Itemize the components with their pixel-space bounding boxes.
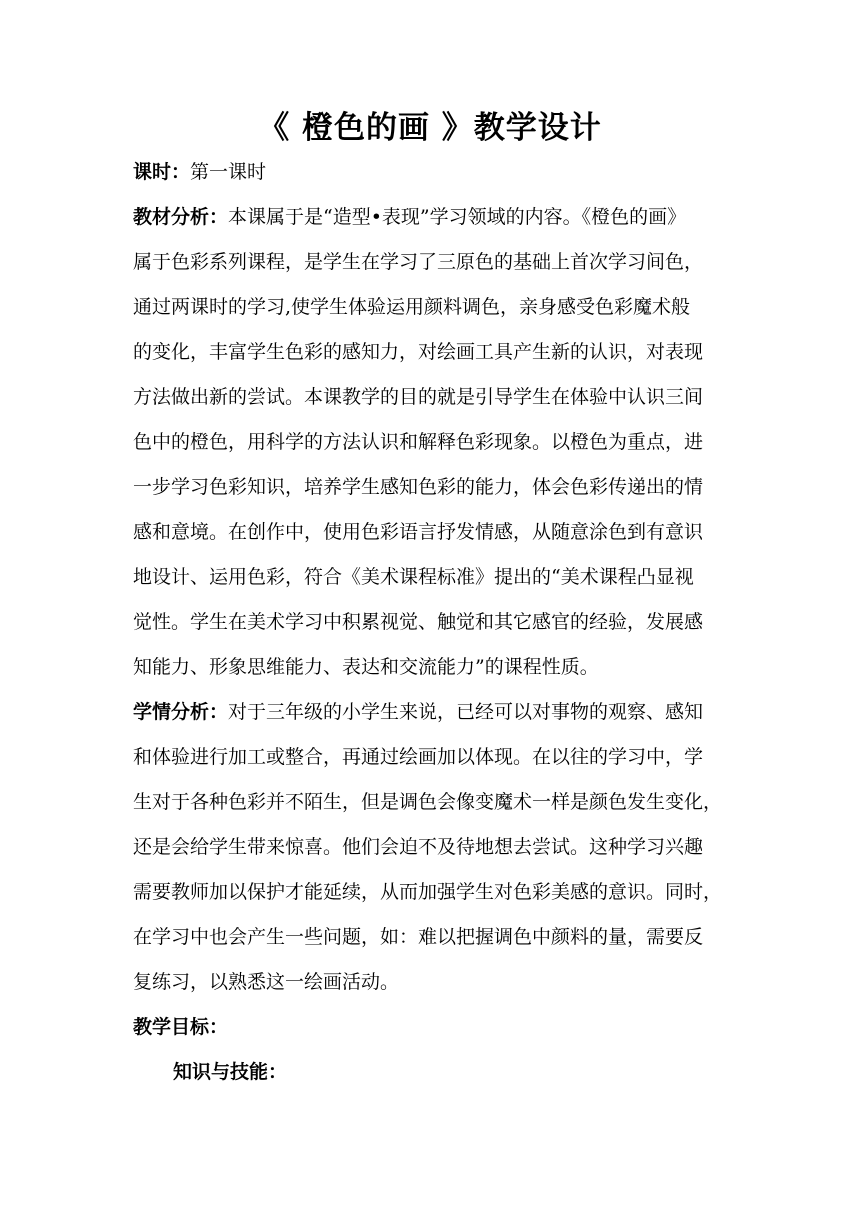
student-line: 和体验进行加工或整合，再通过绘画加以体现。在以往的学习中，学 (133, 746, 704, 768)
material-line: 觉性。学生在美术学习中积累视觉、触觉和其它感官的经验，发展感 (133, 611, 704, 633)
lesson-line (133, 157, 266, 187)
document-title: 《 橙色的画 》教学设计 (258, 110, 602, 146)
material-line: 属于色彩系列课程，是学生在学习了三原色的基础上首次学习间色， (133, 251, 704, 273)
material-line: 的变化，丰富学生色彩的感知力，对绘画工具产生新的认识，对表现 (133, 341, 704, 363)
lesson-value: 第一课时 (190, 161, 267, 183)
student-line: 在学习中也会产生一些问题，如：难以把握调色中颜料的量，需要反 (133, 926, 704, 948)
student-text: 对于三年级的小学生来说，已经可以对事物的观察、感知 (228, 701, 704, 723)
student-line: 还是会给学生带来惊喜。他们会迫不及待地想去尝试。这种学习兴趣 (133, 836, 704, 858)
material-line: 知能力、形象思维能力、表达和交流能力”的课程性质。 (133, 656, 599, 678)
student-line-1 (133, 697, 703, 727)
material-line: 地设计、运用色彩，符合《美术课程标准》提出的“美术课程凸显视 (133, 566, 694, 588)
material-line: 感和意境。在创作中，使用色彩语言抒发情感，从随意涂色到有意识 (133, 521, 704, 543)
knowledge-heading: 知识与技能： (173, 1061, 288, 1083)
material-label: 教材分析： (133, 206, 229, 228)
goals-heading: 教学目标： (133, 1016, 229, 1038)
student-line: 生对于各种色彩并不陌生，但是调色会像变魔术一样是颜色发生变化， (133, 791, 723, 813)
student-label: 学情分析： (133, 701, 229, 723)
student-line: 复练习，以熟悉这一绘画活动。 (133, 971, 400, 993)
material-text: 本课属于是“造型•表现”学习领域的内容。《橙色的画》 (228, 206, 687, 228)
student-line: 需要教师加以保护才能延续，从而加强学生对色彩美感的意识。同时， (133, 881, 723, 903)
material-line: 色中的橙色，用科学的方法认识和解释色彩现象。以橙色为重点，进 (133, 431, 704, 453)
material-line: 一步学习色彩知识，培养学生感知色彩的能力，体会色彩传递出的情 (133, 476, 704, 498)
material-line: 方法做出新的尝试。本课教学的目的就是引导学生在体验中认识三间 (133, 386, 704, 408)
material-line: 通过两课时的学习,使学生体验运用颜料调色，亲身感受色彩魔术般 (133, 296, 691, 318)
material-line-1 (133, 202, 686, 232)
lesson-label: 课时： (133, 161, 191, 183)
